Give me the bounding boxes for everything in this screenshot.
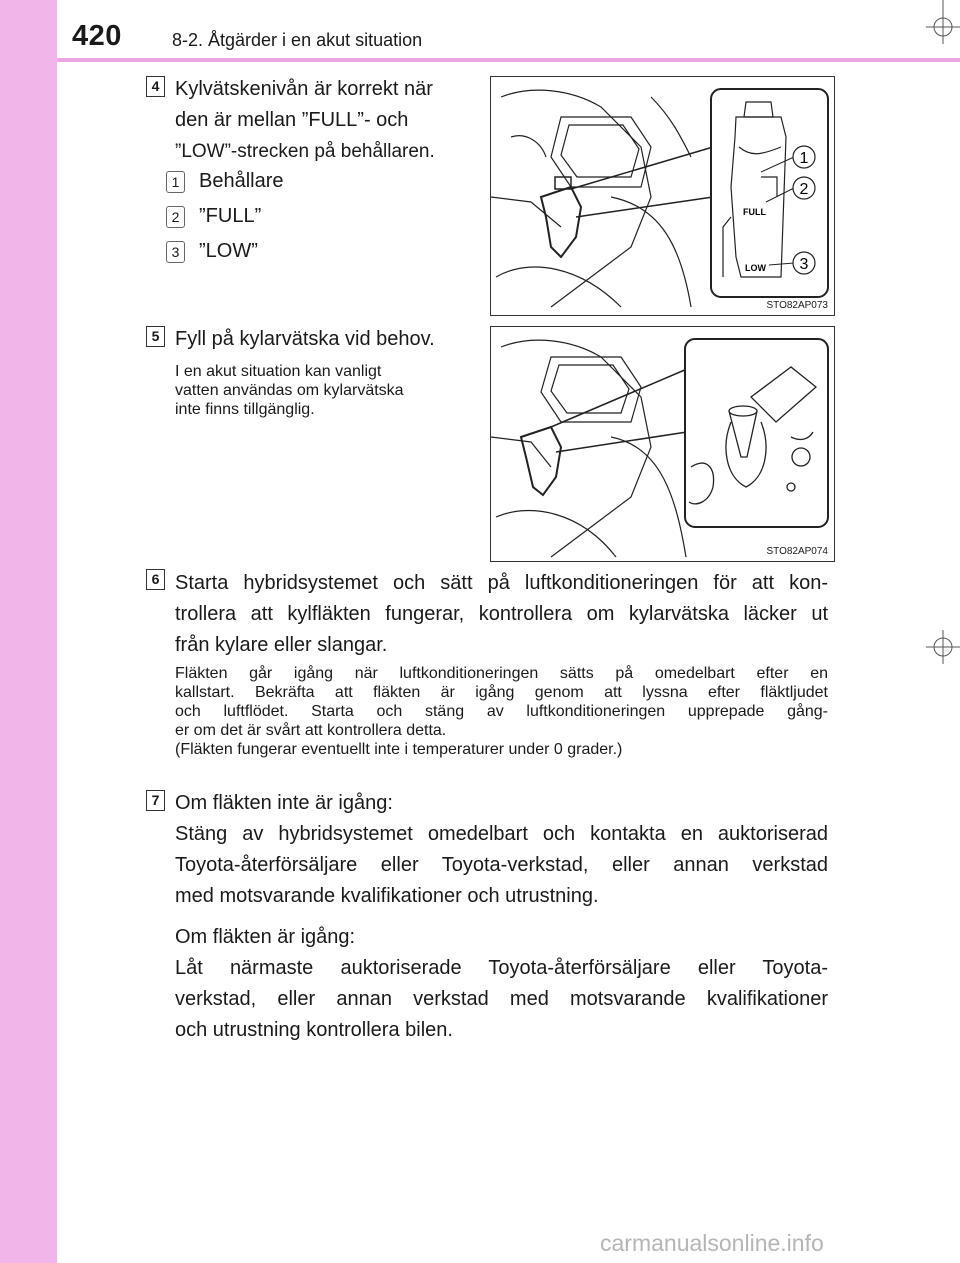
callout-number: 1 — [799, 150, 809, 167]
step7-line: Stäng av hybridsystemet omedelbart och kontakta en auktoriserad — [175, 823, 828, 845]
step-badge-6: 6 — [146, 569, 165, 590]
figure-code: STO82AP073 — [766, 300, 828, 311]
page-number: 420 — [72, 20, 122, 52]
step5-text: Fyll på kylarvätska vid behov. — [175, 328, 435, 350]
figure-full-text: FULL — [743, 207, 766, 217]
step7-text — [175, 788, 828, 1046]
step6-note — [175, 664, 828, 759]
step7-line: Låt närmaste auktoriserade Toyota-återförsäljare eller Toyota- — [175, 957, 828, 979]
legend-item-container — [166, 168, 284, 194]
step7-line: med motsvarande kvalifikationer och utrustning. — [175, 885, 599, 907]
step6-text — [175, 568, 828, 661]
step-badge-5: 5 — [146, 326, 165, 347]
legend-label: Behållare — [199, 170, 284, 192]
callout-number: 3 — [799, 256, 809, 273]
engine-bay-illustration — [491, 77, 835, 316]
crop-mark-middle-icon — [926, 630, 960, 664]
legend-number: 1 — [166, 171, 185, 193]
step6-line: Starta hybridsystemet och sätt på luftkonditioneringen för att kon- — [175, 572, 828, 594]
step7-line: Om fläkten inte är igång: — [175, 792, 393, 814]
section-title: 8-2. Åtgärder i en akut situation — [172, 30, 423, 50]
legend-number: 2 — [166, 206, 185, 228]
step4-text — [175, 74, 473, 167]
figure-fill-coolant — [490, 326, 835, 562]
step5-note-line: inte finns tillgänglig. — [175, 401, 315, 418]
step6-note-line: Fläkten går igång när luftkonditioneringen sätts på omedelbart efter en — [175, 665, 828, 682]
step4-line: ”LOW”-strecken på behållaren. — [175, 141, 435, 162]
crop-mark-top-icon — [926, 0, 960, 44]
step6-note-line: kallstart. Bekräfta att fläkten är igång genom att lyssna efter fläktljudet — [175, 684, 828, 701]
step5-note — [175, 362, 473, 419]
step4-line: Kylvätskenivån är korrekt när — [175, 78, 433, 100]
step7-line: och utrustning kontrollera bilen. — [175, 1019, 453, 1041]
step5-note-line: vatten användas om kylarvätska — [175, 382, 404, 399]
callout-number: 2 — [799, 181, 809, 198]
legend-label: ”FULL” — [199, 205, 262, 227]
figure-low-text: LOW — [745, 263, 766, 273]
step6-note-line: och luftflödet. Starta och stäng av luftkonditioneringen upprepade gång- — [175, 703, 828, 720]
watermark: carmanualsonline.info — [600, 1230, 824, 1256]
side-tab-bar — [0, 0, 57, 1263]
step5-note-line: I en akut situation kan vanligt — [175, 363, 382, 380]
legend-item-low — [166, 238, 258, 264]
legend-item-full — [166, 203, 261, 229]
step6-line: från kylare eller slangar. — [175, 634, 388, 656]
legend-number: 3 — [166, 241, 185, 263]
step6-line: trollera att kylfläkten fungerar, kontrollera om kylarvätska läcker ut — [175, 603, 828, 625]
step7-line: Om fläkten är igång: — [175, 926, 356, 948]
step-badge-4: 4 — [146, 76, 165, 97]
fill-coolant-illustration — [491, 327, 835, 562]
step7-line: Toyota-återförsäljare eller Toyota-verkstad, eller annan verkstad — [175, 854, 828, 876]
header-rule — [57, 58, 960, 62]
step6-note-line: er om det är svårt att kontrollera detta. — [175, 722, 447, 739]
step-badge-7: 7 — [146, 790, 165, 811]
step7-line: verkstad, eller annan verkstad med motsvarande kvalifikationer — [175, 988, 828, 1010]
figure-coolant-level — [490, 76, 835, 316]
step4-line: den är mellan ”FULL”- och — [175, 109, 409, 131]
figure-code: STO82AP074 — [766, 546, 828, 557]
step6-note-line: (Fläkten fungerar eventuellt inte i temperaturer under 0 grader.) — [175, 741, 623, 758]
legend-label: ”LOW” — [199, 240, 258, 262]
